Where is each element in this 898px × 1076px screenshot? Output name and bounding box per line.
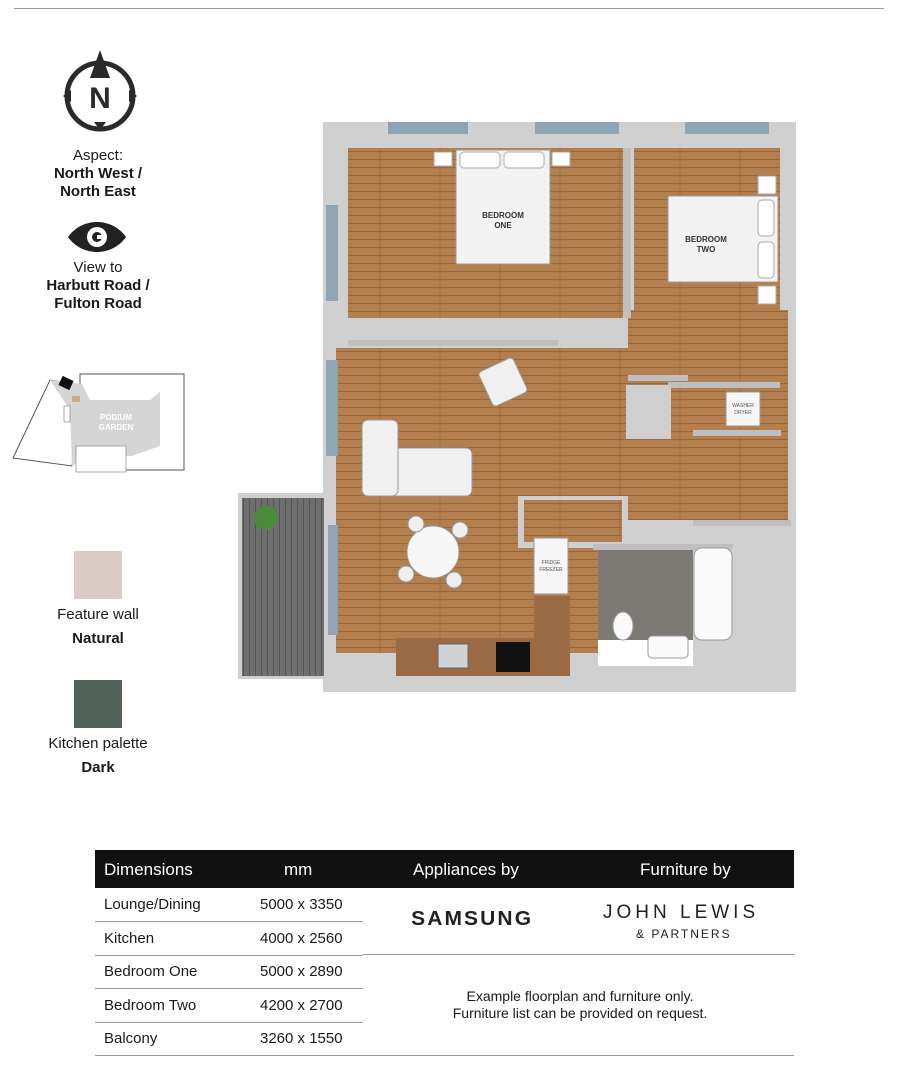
kitchen-palette-swatch [74, 680, 122, 728]
siteplan-label-1: PODIUM [100, 413, 132, 422]
toilet [613, 612, 633, 640]
view-line2: Fulton Road [54, 295, 142, 312]
aspect-line2: North East [60, 183, 136, 200]
room-name: Balcony [104, 1030, 158, 1047]
basin [648, 636, 688, 658]
header-appliances: Appliances by [413, 860, 519, 879]
compass-letter: N [89, 82, 111, 115]
table-row [95, 955, 363, 989]
bottom-rule [363, 1055, 794, 1056]
table-row [95, 922, 363, 956]
kitchen-palette-block [0, 735, 196, 777]
siteplan-label-2: GARDEN [98, 423, 134, 432]
room-name: Bedroom Two [104, 997, 197, 1014]
washer-label-2: DRYER [734, 410, 752, 416]
room-size: 5000 x 3350 [260, 896, 343, 913]
bedroom-two-label-1: BEDROOM [685, 235, 727, 244]
room-name: Kitchen [104, 930, 155, 947]
bathtub [694, 548, 732, 640]
dining-table [407, 526, 459, 578]
room-name: Lounge/Dining [104, 896, 201, 913]
feature-wall-value: Natural [72, 630, 124, 647]
john-lewis-logo: JOHN LEWIS [603, 902, 760, 923]
fridge-label-2: FREEZER [539, 567, 563, 573]
table-header [95, 850, 794, 888]
eye-icon [66, 220, 128, 254]
feature-wall-label: Feature wall [57, 606, 139, 623]
disclaimer-line1: Example floorplan and furniture only. [466, 988, 694, 1004]
plant [254, 506, 278, 530]
top-rule [14, 8, 884, 9]
bedroom-one-label-2: ONE [494, 221, 512, 230]
bedroom-one-label-1: BEDROOM [482, 211, 524, 220]
kitchen-palette-value: Dark [81, 759, 115, 776]
site-plan [10, 370, 188, 474]
room-size: 4000 x 2560 [260, 930, 343, 947]
room-size: 5000 x 2890 [260, 963, 343, 980]
john-lewis-partners: & PARTNERS [636, 927, 732, 941]
compass-icon [60, 48, 140, 134]
view-block [0, 259, 196, 313]
kitchen-counter [396, 638, 570, 676]
table-row [95, 888, 363, 922]
kitchen-palette-label: Kitchen palette [48, 735, 148, 752]
washer-label-1: WASHER [732, 403, 754, 409]
fridge [534, 538, 568, 594]
balcony [242, 498, 324, 676]
floor-plan [238, 120, 796, 694]
samsung-logo: SAMSUNG [411, 908, 534, 930]
table-row [95, 989, 363, 1023]
bedroom-two-label-2: TWO [696, 245, 716, 254]
aspect-label: Aspect: [72, 147, 124, 164]
feature-wall-swatch [74, 551, 122, 599]
view-line1: Harbutt Road / [46, 277, 150, 294]
room-name: Bedroom One [104, 963, 198, 980]
aspect-line1: North West / [53, 165, 143, 182]
washer-dryer [726, 392, 760, 426]
disclaimer [420, 988, 740, 1022]
disclaimer-line2: Furniture list can be provided on request. [452, 1005, 708, 1021]
room-size: 4200 x 2700 [260, 997, 343, 1014]
bathroom-floor [598, 550, 693, 650]
feature-wall-block [0, 606, 196, 648]
fridge-label-1: FRIDGE [541, 560, 561, 566]
aspect-block [0, 147, 196, 201]
header-furniture: Furniture by [640, 860, 731, 879]
room-size: 3260 x 1550 [260, 1030, 343, 1047]
header-mm: mm [284, 860, 313, 879]
table-row [95, 1022, 363, 1056]
brand-divider [363, 954, 794, 955]
header-dimensions: Dimensions [104, 860, 193, 879]
view-label: View to [73, 259, 123, 276]
